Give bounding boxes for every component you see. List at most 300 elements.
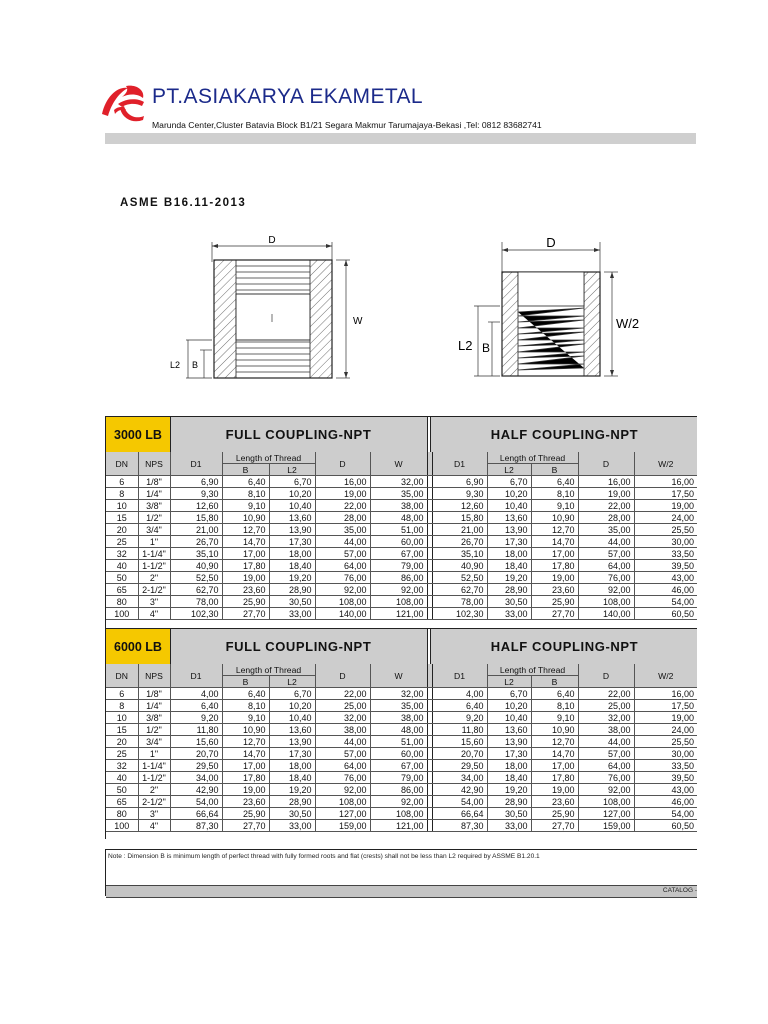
table-header-row [106, 664, 697, 676]
section-header [106, 628, 697, 665]
cell-half-d: 35,00 [578, 524, 634, 536]
cell-w: 79,00 [370, 560, 427, 572]
cell-d: 44,00 [315, 536, 370, 548]
cell-half-w2: 16,00 [634, 688, 697, 700]
half-coupling-title: HALF COUPLING-NPT [490, 639, 639, 654]
cell-half-d1: 4,00 [432, 688, 487, 700]
cell-w: 86,00 [370, 572, 427, 584]
cell-half-d: 92,00 [578, 584, 634, 596]
cell-half-b: 25,90 [531, 596, 578, 608]
cell-half-b: 17,00 [531, 760, 578, 772]
cell-l2: 28,90 [269, 796, 315, 808]
cell-half-d: 140,00 [578, 608, 634, 620]
table-row [106, 784, 697, 796]
half-col-d1-header: D1 [432, 452, 487, 476]
cell-dn: 65 [106, 796, 138, 808]
cell-half-d: 44,00 [578, 536, 634, 548]
table-row [106, 712, 697, 724]
cell-d: 108,00 [315, 596, 370, 608]
cell-dn: 40 [106, 560, 138, 572]
rating-6000-section [105, 628, 697, 839]
cell-d1: 35,10 [170, 548, 222, 560]
cell-half-b: 27,70 [531, 608, 578, 620]
cell-l2: 13,90 [269, 736, 315, 748]
cell-l2: 30,50 [269, 808, 315, 820]
cell-b: 23,60 [222, 796, 269, 808]
cell-d1: 29,50 [170, 760, 222, 772]
cell-l2: 19,20 [269, 784, 315, 796]
cell-d: 92,00 [315, 784, 370, 796]
cell-half-l2: 18,00 [487, 760, 531, 772]
cell-nps: 3/4" [138, 524, 170, 536]
cell-half-d1: 6,40 [432, 700, 487, 712]
half-col-d-header: D [578, 664, 634, 688]
cell-half-d: 108,00 [578, 596, 634, 608]
cell-l2: 33,00 [269, 608, 315, 620]
cell-l2: 28,90 [269, 584, 315, 596]
cell-nps: 4" [138, 608, 170, 620]
cell-half-b: 17,80 [531, 560, 578, 572]
cell-half-l2: 6,70 [487, 476, 531, 488]
cell-w: 48,00 [370, 512, 427, 524]
cell-b: 19,00 [222, 784, 269, 796]
cell-half-l2: 18,40 [487, 772, 531, 784]
cell-d1: 62,70 [170, 584, 222, 596]
cell-half-b: 12,70 [531, 524, 578, 536]
cell-half-d1: 40,90 [432, 560, 487, 572]
col-l2-header: L2 [269, 676, 315, 688]
cell-d: 140,00 [315, 608, 370, 620]
cell-half-b: 9,10 [531, 500, 578, 512]
cell-w: 35,00 [370, 488, 427, 500]
cell-b: 10,90 [222, 512, 269, 524]
col-b-header: B [222, 676, 269, 688]
cell-half-d1: 78,00 [432, 596, 487, 608]
cell-nps: 1/2" [138, 724, 170, 736]
cell-d: 22,00 [315, 688, 370, 700]
col-d1-header: D1 [170, 664, 222, 688]
cell-w: 108,00 [370, 596, 427, 608]
table-row [106, 536, 697, 548]
cell-d1: 6,90 [170, 476, 222, 488]
footnote-text: Note : Dimension B is minimum length of perfect thread with fully formed roots and flat (crests) shall not be less than L2 required by ASSME B1.20.1 [108, 853, 540, 860]
cell-nps: 1-1/2" [138, 560, 170, 572]
cell-half-d: 108,00 [578, 796, 634, 808]
cell-half-d1: 21,00 [432, 524, 487, 536]
cell-half-d1: 102,30 [432, 608, 487, 620]
cell-l2: 13,60 [269, 724, 315, 736]
table-row [106, 524, 697, 536]
cell-w: 86,00 [370, 784, 427, 796]
ae-ligature-logo [98, 80, 148, 122]
header-divider-bar [105, 133, 696, 144]
cell-half-d1: 9,30 [432, 488, 487, 500]
cell-half-w2: 43,00 [634, 572, 697, 584]
cell-dn: 20 [106, 736, 138, 748]
cell-dn: 20 [106, 524, 138, 536]
cell-dn: 40 [106, 772, 138, 784]
cell-nps: 3" [138, 808, 170, 820]
half-coupling-drawing [450, 232, 650, 392]
cell-w: 48,00 [370, 724, 427, 736]
cell-d1: 52,50 [170, 572, 222, 584]
cell-half-d1: 12,60 [432, 500, 487, 512]
cell-half-d1: 52,50 [432, 572, 487, 584]
half-col-b-header: B [531, 464, 578, 476]
cell-d: 19,00 [315, 488, 370, 500]
cell-half-l2: 30,50 [487, 808, 531, 820]
cell-dn: 15 [106, 512, 138, 524]
cell-half-d: 64,00 [578, 760, 634, 772]
cell-b: 27,70 [222, 820, 269, 832]
cell-dn: 50 [106, 572, 138, 584]
cell-d1: 15,80 [170, 512, 222, 524]
cell-d: 64,00 [315, 760, 370, 772]
cell-half-w2: 30,00 [634, 748, 697, 760]
cell-half-d: 19,00 [578, 488, 634, 500]
cell-d1: 9,20 [170, 712, 222, 724]
cell-half-b: 9,10 [531, 712, 578, 724]
cell-half-l2: 28,90 [487, 796, 531, 808]
cell-l2: 13,90 [269, 524, 315, 536]
cell-d1: 78,00 [170, 596, 222, 608]
cell-d: 57,00 [315, 548, 370, 560]
cell-half-b: 10,90 [531, 724, 578, 736]
half-col-thread-header: Length of Thread [487, 664, 578, 676]
cell-half-d1: 34,00 [432, 772, 487, 784]
cell-b: 25,90 [222, 596, 269, 608]
col-d-header: D [315, 452, 370, 476]
section-header [106, 416, 697, 453]
table-row [106, 748, 697, 760]
catalog-label: CATALOG - [662, 887, 697, 894]
cell-dn: 10 [106, 500, 138, 512]
cell-half-w2: 33,50 [634, 760, 697, 772]
cell-half-d: 57,00 [578, 548, 634, 560]
cell-half-d1: 15,60 [432, 736, 487, 748]
table-row [106, 560, 697, 572]
cell-nps: 1/4" [138, 488, 170, 500]
table-row [106, 820, 697, 832]
cell-half-d: 76,00 [578, 572, 634, 584]
cell-half-w2: 16,00 [634, 476, 697, 488]
cell-half-d: 76,00 [578, 772, 634, 784]
cell-nps: 2" [138, 784, 170, 796]
cell-half-l2: 10,20 [487, 700, 531, 712]
cell-w: 121,00 [370, 820, 427, 832]
cell-half-l2: 17,30 [487, 536, 531, 548]
cell-d1: 6,40 [170, 700, 222, 712]
cell-d1: 15,60 [170, 736, 222, 748]
cell-half-d1: 6,90 [432, 476, 487, 488]
cell-half-w2: 46,00 [634, 584, 697, 596]
col-l2-header: L2 [269, 464, 315, 476]
half-col-thread-header: Length of Thread [487, 452, 578, 464]
full-coupling-title: FULL COUPLING-NPT [225, 427, 372, 442]
cell-w: 79,00 [370, 772, 427, 784]
cell-half-d: 28,00 [578, 512, 634, 524]
cell-nps: 3/8" [138, 500, 170, 512]
cell-half-d1: 42,90 [432, 784, 487, 796]
cell-half-b: 23,60 [531, 584, 578, 596]
dim-b-label: B [192, 360, 199, 370]
table-row [106, 596, 697, 608]
cell-dn: 8 [106, 700, 138, 712]
table-row [106, 772, 697, 784]
cell-half-w2: 17,50 [634, 700, 697, 712]
cell-half-d: 57,00 [578, 748, 634, 760]
cell-b: 17,00 [222, 548, 269, 560]
cell-half-d1: 66,64 [432, 808, 487, 820]
cell-nps: 2-1/2" [138, 796, 170, 808]
cell-half-l2: 18,00 [487, 548, 531, 560]
cell-l2: 17,30 [269, 536, 315, 548]
cell-b: 9,10 [222, 712, 269, 724]
company-address: Marunda Center,Cluster Batavia Block B1/21 Segara Makmur Tarumajaya-Bekasi ,Tel: 0812 83682741 [152, 120, 542, 130]
table-row [106, 808, 697, 820]
half-col-l2-header: L2 [487, 676, 531, 688]
cell-half-b: 27,70 [531, 820, 578, 832]
cell-w: 108,00 [370, 808, 427, 820]
cell-l2: 10,40 [269, 500, 315, 512]
table-row [106, 512, 697, 524]
dimensions-table [106, 664, 697, 832]
cell-d: 38,00 [315, 724, 370, 736]
cell-half-d1: 29,50 [432, 760, 487, 772]
cell-half-b: 6,40 [531, 476, 578, 488]
full-coupling-title: FULL COUPLING-NPT [225, 639, 372, 654]
cell-w: 51,00 [370, 524, 427, 536]
standard-label: ASME B16.11-2013 [120, 197, 247, 209]
cell-b: 12,70 [222, 524, 269, 536]
catalog-bar [106, 885, 697, 898]
cell-b: 6,40 [222, 476, 269, 488]
cell-half-l2: 17,30 [487, 748, 531, 760]
cell-half-b: 25,90 [531, 808, 578, 820]
cell-dn: 80 [106, 596, 138, 608]
cell-half-b: 19,00 [531, 784, 578, 796]
cell-b: 17,80 [222, 560, 269, 572]
cell-b: 12,70 [222, 736, 269, 748]
cell-half-d: 32,00 [578, 712, 634, 724]
cell-half-w2: 25,50 [634, 524, 697, 536]
cell-w: 92,00 [370, 796, 427, 808]
cell-half-d: 22,00 [578, 500, 634, 512]
cell-l2: 10,40 [269, 712, 315, 724]
section-divider [427, 629, 431, 664]
cell-w: 35,00 [370, 700, 427, 712]
cell-d: 57,00 [315, 748, 370, 760]
table-row [106, 476, 697, 488]
cell-nps: 1-1/2" [138, 772, 170, 784]
cell-half-w2: 60,50 [634, 608, 697, 620]
cell-dn: 25 [106, 536, 138, 548]
cell-l2: 6,70 [269, 476, 315, 488]
cell-dn: 100 [106, 608, 138, 620]
cell-half-d1: 87,30 [432, 820, 487, 832]
cell-d1: 20,70 [170, 748, 222, 760]
cell-d: 159,00 [315, 820, 370, 832]
cell-half-d: 64,00 [578, 560, 634, 572]
cell-d1: 40,90 [170, 560, 222, 572]
cell-w: 38,00 [370, 712, 427, 724]
cell-l2: 18,00 [269, 548, 315, 560]
cell-half-w2: 25,50 [634, 736, 697, 748]
cell-d: 127,00 [315, 808, 370, 820]
cell-l2: 18,40 [269, 772, 315, 784]
cell-half-l2: 33,00 [487, 820, 531, 832]
cell-nps: 2-1/2" [138, 584, 170, 596]
cell-half-w2: 60,50 [634, 820, 697, 832]
cell-d1: 11,80 [170, 724, 222, 736]
cell-d: 25,00 [315, 700, 370, 712]
cell-half-d1: 54,00 [432, 796, 487, 808]
cell-half-d1: 9,20 [432, 712, 487, 724]
cell-half-b: 12,70 [531, 736, 578, 748]
cell-d: 64,00 [315, 560, 370, 572]
cell-half-d: 159,00 [578, 820, 634, 832]
cell-nps: 1-1/4" [138, 548, 170, 560]
cell-w: 38,00 [370, 500, 427, 512]
cell-half-d1: 26,70 [432, 536, 487, 548]
table-header-row [106, 452, 697, 464]
cell-l2: 19,20 [269, 572, 315, 584]
cell-half-w2: 19,00 [634, 500, 697, 512]
cell-d1: 9,30 [170, 488, 222, 500]
dim-d-label: D [268, 235, 276, 246]
dimensions-table [106, 452, 697, 620]
pressure-rating: 3000 LB [106, 417, 171, 452]
cell-d: 76,00 [315, 572, 370, 584]
table-row [106, 760, 697, 772]
col-w-header: W [370, 664, 427, 688]
cell-l2: 18,40 [269, 560, 315, 572]
half-col-l2-header: L2 [487, 464, 531, 476]
cell-half-d: 22,00 [578, 688, 634, 700]
cell-half-l2: 13,60 [487, 512, 531, 524]
dim-w-label: W [353, 316, 363, 327]
table-row [106, 488, 697, 500]
cell-half-b: 8,10 [531, 700, 578, 712]
cell-l2: 10,20 [269, 700, 315, 712]
col-nps-header: NPS [138, 452, 170, 476]
cell-half-w2: 30,00 [634, 536, 697, 548]
cell-dn: 10 [106, 712, 138, 724]
cell-half-d: 25,00 [578, 700, 634, 712]
cell-half-w2: 46,00 [634, 796, 697, 808]
cell-nps: 1" [138, 748, 170, 760]
cell-half-b: 23,60 [531, 796, 578, 808]
cell-dn: 50 [106, 784, 138, 796]
cell-nps: 1-1/4" [138, 760, 170, 772]
cell-half-w2: 39,50 [634, 560, 697, 572]
full-coupling-drawing [150, 232, 375, 392]
cell-w: 121,00 [370, 608, 427, 620]
cell-b: 9,10 [222, 500, 269, 512]
cell-half-l2: 13,90 [487, 524, 531, 536]
cell-half-l2: 10,40 [487, 500, 531, 512]
cell-d1: 42,90 [170, 784, 222, 796]
col-b-header: B [222, 464, 269, 476]
col-d-header: D [315, 664, 370, 688]
cell-half-b: 17,80 [531, 772, 578, 784]
cell-half-b: 19,00 [531, 572, 578, 584]
cell-w: 60,00 [370, 536, 427, 548]
cell-dn: 65 [106, 584, 138, 596]
cell-b: 14,70 [222, 536, 269, 548]
col-d1-header: D1 [170, 452, 222, 476]
cell-half-d: 92,00 [578, 784, 634, 796]
cell-nps: 4" [138, 820, 170, 832]
cell-b: 19,00 [222, 572, 269, 584]
cell-dn: 25 [106, 748, 138, 760]
half-col-b-header: B [531, 676, 578, 688]
cell-d1: 102,30 [170, 608, 222, 620]
footnote-box [105, 849, 697, 896]
cell-d: 32,00 [315, 712, 370, 724]
cell-dn: 80 [106, 808, 138, 820]
cell-half-w2: 39,50 [634, 772, 697, 784]
cell-half-l2: 19,20 [487, 572, 531, 584]
cell-nps: 1/8" [138, 688, 170, 700]
cell-d1: 26,70 [170, 536, 222, 548]
table-row [106, 796, 697, 808]
cell-dn: 15 [106, 724, 138, 736]
half-col-w2-header: W/2 [634, 664, 697, 688]
table-row [106, 724, 697, 736]
cell-d: 92,00 [315, 584, 370, 596]
half-dim-d-label: D [546, 235, 556, 250]
cell-half-l2: 10,40 [487, 712, 531, 724]
cell-b: 25,90 [222, 808, 269, 820]
cell-l2: 33,00 [269, 820, 315, 832]
cell-dn: 6 [106, 688, 138, 700]
cell-d: 76,00 [315, 772, 370, 784]
cell-dn: 32 [106, 760, 138, 772]
table-row [106, 700, 697, 712]
cell-nps: 1" [138, 536, 170, 548]
cell-d1: 21,00 [170, 524, 222, 536]
cell-l2: 6,70 [269, 688, 315, 700]
cell-half-d: 38,00 [578, 724, 634, 736]
cell-d: 16,00 [315, 476, 370, 488]
col-w-header: W [370, 452, 427, 476]
cell-d1: 87,30 [170, 820, 222, 832]
cell-d1: 12,60 [170, 500, 222, 512]
table-row [106, 572, 697, 584]
cell-half-w2: 17,50 [634, 488, 697, 500]
cell-d: 28,00 [315, 512, 370, 524]
cell-half-l2: 28,90 [487, 584, 531, 596]
col-thread-header: Length of Thread [222, 664, 315, 676]
cell-d: 22,00 [315, 500, 370, 512]
cell-b: 8,10 [222, 700, 269, 712]
cell-w: 32,00 [370, 476, 427, 488]
col-nps-header: NPS [138, 664, 170, 688]
half-col-d-header: D [578, 452, 634, 476]
cell-half-l2: 13,90 [487, 736, 531, 748]
cell-nps: 2" [138, 572, 170, 584]
cell-d1: 4,00 [170, 688, 222, 700]
cell-nps: 1/8" [138, 476, 170, 488]
cell-dn: 32 [106, 548, 138, 560]
cell-d: 108,00 [315, 796, 370, 808]
cell-half-w2: 24,00 [634, 724, 697, 736]
cell-half-b: 6,40 [531, 688, 578, 700]
cell-nps: 3" [138, 596, 170, 608]
cell-half-b: 10,90 [531, 512, 578, 524]
half-dim-b-label: B [482, 341, 491, 355]
